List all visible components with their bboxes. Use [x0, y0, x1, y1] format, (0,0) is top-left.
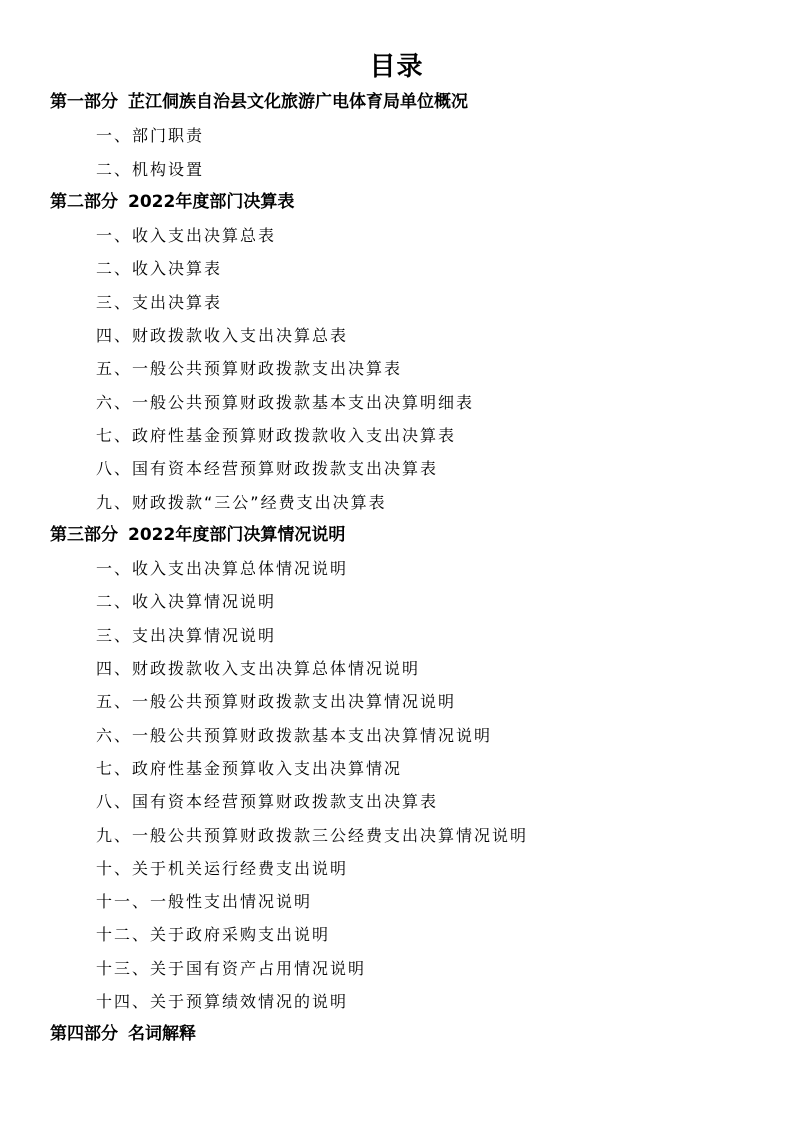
toc-item-label: 十、关于机关运行经费支出说明 [96, 858, 349, 878]
part-title: 2022年度部门决算表 [128, 191, 295, 212]
toc-item [0, 219, 793, 252]
toc-item-label: 四、财政拨款收入支出决算总体情况说明 [96, 659, 421, 679]
toc-item [0, 652, 793, 685]
toc-item-label: 五、一般公共预算财政拨款支出决算情况说明 [96, 692, 457, 712]
toc-item [0, 785, 793, 818]
toc-item [0, 852, 793, 885]
toc-item [0, 153, 793, 186]
toc-item [0, 819, 793, 852]
toc-item-label: 一、部门职责 [96, 126, 205, 146]
toc-item [0, 452, 793, 485]
part-title: 2022年度部门决算情况说明 [128, 524, 346, 545]
toc-item-label: 十四、关于预算绩效情况的说明 [96, 992, 349, 1012]
toc-item-label: 九、一般公共预算财政拨款三公经费支出决算情况说明 [96, 825, 529, 845]
toc-item-label: 十二、关于政府采购支出说明 [96, 925, 331, 945]
toc-item-label: 十一、一般性支出情况说明 [96, 892, 313, 912]
toc-item [0, 386, 793, 419]
toc-item [0, 719, 793, 752]
toc-item-label: 七、政府性基金预算收入支出决算情况 [96, 758, 403, 778]
part-number: 第二部分 [50, 191, 118, 212]
toc-item [0, 352, 793, 385]
toc-item [0, 985, 793, 1018]
toc-item [0, 918, 793, 951]
toc-item-label: 一、收入支出决算总体情况说明 [96, 559, 349, 579]
toc-item-label: 五、一般公共预算财政拨款支出决算表 [96, 359, 403, 379]
toc-item-label: 八、国有资本经营预算财政拨款支出决算表 [96, 459, 439, 479]
part-number: 第一部分 [50, 92, 118, 112]
toc-item [0, 885, 793, 918]
toc-part-heading [0, 519, 793, 552]
toc-item-label: 二、收入决算表 [96, 259, 223, 279]
toc-item [0, 252, 793, 285]
toc-part-heading [0, 1018, 793, 1051]
toc-item [0, 752, 793, 785]
toc-item-label: 四、财政拨款收入支出决算总表 [96, 326, 349, 346]
toc-item [0, 419, 793, 452]
toc-item-label: 六、一般公共预算财政拨款基本支出决算明细表 [96, 392, 475, 412]
toc-item [0, 486, 793, 519]
document-title: 目录 [369, 52, 424, 82]
toc-item-label: 二、收入决算情况说明 [96, 592, 277, 612]
toc-part-heading [0, 186, 793, 219]
toc-item-label: 九、财政拨款“三公”经费支出决算表 [96, 492, 387, 512]
toc-item [0, 552, 793, 585]
table-of-contents [0, 86, 793, 1052]
toc-item [0, 619, 793, 652]
toc-item-label: 一、收入支出决算总表 [96, 226, 277, 246]
toc-item-label: 二、机构设置 [96, 159, 205, 179]
toc-item [0, 286, 793, 319]
toc-item-label: 七、政府性基金预算财政拨款收入支出决算表 [96, 425, 457, 445]
toc-part-heading [0, 86, 793, 119]
part-number: 第四部分 [50, 1024, 118, 1045]
toc-item-label: 八、国有资本经营预算财政拨款支出决算表 [96, 792, 439, 812]
toc-item [0, 119, 793, 152]
toc-item [0, 952, 793, 985]
toc-item [0, 685, 793, 718]
part-title: 名词解释 [128, 1024, 196, 1045]
part-title: 芷江侗族自治县文化旅游广电体育局单位概况 [128, 92, 468, 112]
toc-item [0, 585, 793, 618]
toc-item-label: 三、支出决算表 [96, 292, 223, 312]
toc-item-label: 六、一般公共预算财政拨款基本支出决算情况说明 [96, 725, 493, 745]
part-number: 第三部分 [50, 524, 118, 545]
toc-item-label: 三、支出决算情况说明 [96, 625, 277, 645]
toc-item [0, 319, 793, 352]
toc-item-label: 十三、关于国有资产占用情况说明 [96, 958, 367, 978]
